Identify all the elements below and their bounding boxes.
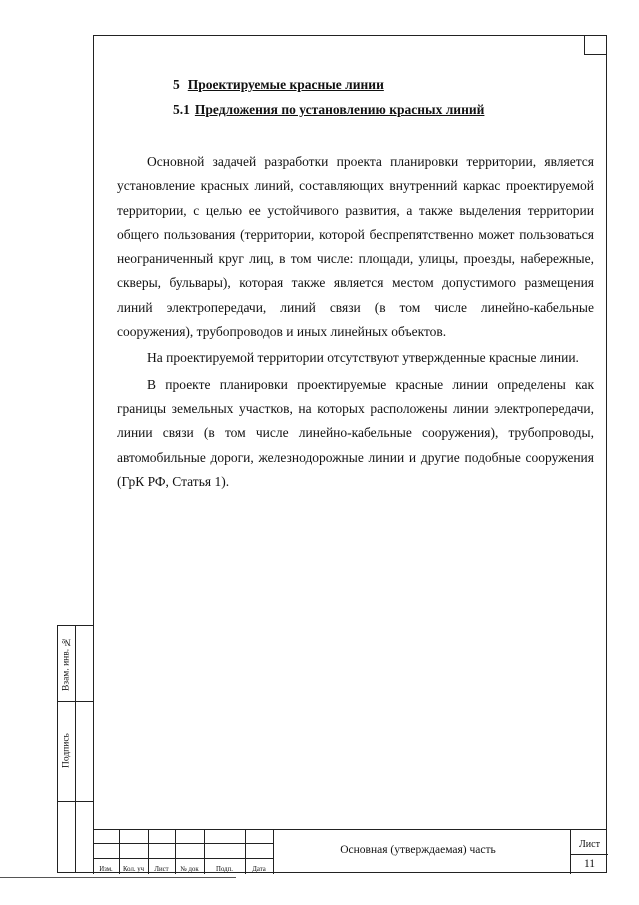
signature-label: Подпись — [61, 733, 72, 769]
sheet-label: Лист — [579, 839, 600, 850]
section-number: 5 — [173, 77, 180, 92]
document-number-column-label: № док — [180, 866, 199, 873]
signature-column-label: Подп. — [216, 866, 233, 873]
replacement-inventory-label: Взам. инв. № — [61, 636, 72, 691]
sheet-number: 11 — [583, 858, 596, 870]
subsection-number: 5.1 — [173, 102, 190, 117]
sheet-column-label: Лист — [154, 866, 169, 873]
body-text — [117, 150, 594, 494]
section-heading — [173, 77, 384, 93]
paragraph: Основной задачей разработки проекта планировки территории, является установление красных линий, составляющих внутренний каркас проектируемой территории, с целью ее устойчивого развития, а также выделения территории общего пользования (территории, которой беспрепятственно может пользоваться неограниченный круг лиц, в том числе: площади, улицы, проезды, набережные, скверы, бульвары), которая также является местом допустимого размещения линий электропередачи, линий связи (в том числе линейно-кабельные сооружения), трубопроводов и иных линейных объектов. — [117, 154, 594, 340]
quantity-column-label: Кол. уч — [122, 866, 145, 873]
subsection-heading — [173, 102, 484, 118]
document-title: Основная (утверждаемая) часть — [340, 844, 496, 856]
corner-box — [584, 35, 607, 55]
revision-grid — [93, 830, 273, 874]
paragraph: В проекте планировки проектируемые красные линии определены как границы земельных участков, на которых расположены линии электропередачи, линии связи (в том числе линейно-кабельные сооружения), трубопроводы, автомобильные дороги, железнодорожные линии и другие подобные сооружения (ГрК РФ, Статья 1). — [117, 376, 594, 489]
section-title: Проектируемые красные линии — [187, 77, 384, 92]
revision-column-label: Изм. — [99, 866, 113, 873]
sheet-cell — [570, 830, 608, 874]
date-column-label: Дата — [252, 866, 266, 873]
paragraph: На проектируемой территории отсутствуют утвержденные красные линии. — [147, 350, 579, 366]
subsection-title: Предложения по установлению красных линий — [194, 102, 485, 117]
bottom-divider — [0, 877, 236, 878]
side-stamp — [57, 625, 93, 873]
title-block — [93, 829, 607, 874]
